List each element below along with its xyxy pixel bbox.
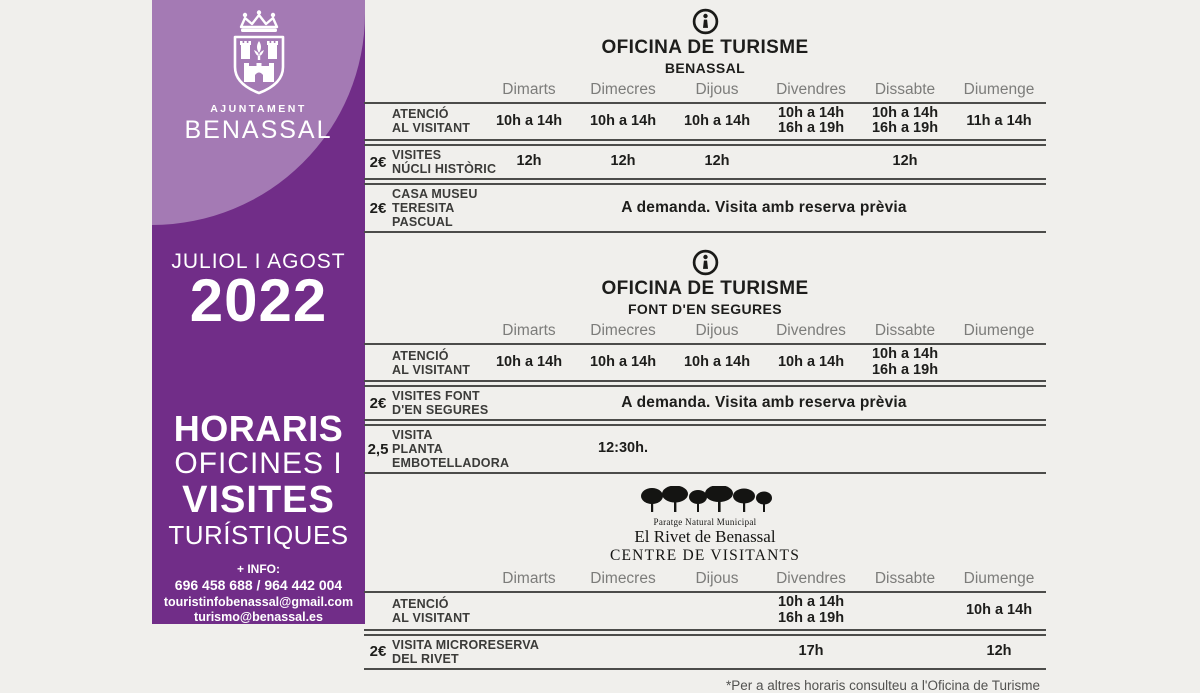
org-name-big: BENASSAL <box>184 116 333 144</box>
benassal-crest-icon <box>228 10 290 101</box>
schedule-cell: 10h a 14h <box>495 353 563 370</box>
footnote: *Per a altres horaris consulteu a l'Oficina de Turisme <box>726 677 1040 693</box>
table-row-planta-embotelladora <box>364 424 1046 474</box>
info-phones: 696 458 688 / 964 442 004 <box>174 577 343 593</box>
section-header-benassal <box>364 0 1046 76</box>
row-price: 2€ <box>369 394 387 412</box>
table-row-atencio-font <box>364 343 1046 382</box>
row-label: VISITA PLANTA EMBOTELLADORA <box>392 428 510 471</box>
schedule-span-note: A demanda. Visita amb reserva prèvia <box>621 198 907 216</box>
table-row-nucli-historic <box>364 144 1046 180</box>
day-label: Dissabte <box>874 570 936 588</box>
day-label: Dissabte <box>874 80 936 98</box>
sidebar <box>152 0 365 624</box>
day-label: Dimarts <box>502 80 556 98</box>
day-label: Dijous <box>695 80 739 98</box>
schedule-cell: 12h <box>892 153 918 170</box>
schedule-span-note: A demanda. Visita amb reserva prèvia <box>621 393 907 411</box>
schedule-cell: 17h <box>798 642 824 659</box>
schedule-cell: 12h <box>610 153 636 170</box>
schedule-cell: 10h a 14h <box>965 602 1033 619</box>
schedule-cell: 10h a 14h <box>589 353 657 370</box>
day-label: Diumenge <box>963 570 1035 588</box>
row-label: CASA MUSEU TERESITA PASCUAL <box>392 187 478 230</box>
day-header-row <box>364 78 1046 102</box>
trees-icon <box>364 486 1046 519</box>
rivet-logo-name: El Rivet de Benassal <box>634 527 776 547</box>
table-row-casa-museu <box>364 183 1046 233</box>
poster-title-line1: HORARIS <box>173 408 344 449</box>
schedule-cell: 10h a 14h <box>589 112 657 129</box>
section-subtitle: BENASSAL <box>664 59 746 76</box>
contact-info <box>152 562 365 626</box>
day-label: Dimecres <box>590 80 656 98</box>
period-year: 2022 <box>189 267 328 334</box>
day-header-row <box>364 319 1046 343</box>
sidebar-logo-panel <box>152 0 365 225</box>
schedule-cell: 12h <box>704 153 730 170</box>
info-label: + INFO: <box>236 562 280 576</box>
schedule-cell: 10h a 14h 16h a 19h <box>871 104 939 137</box>
poster-title-line2: OFICINES I <box>174 447 343 480</box>
info-email-1: touristinfobenassal@gmail.com <box>163 594 354 609</box>
row-label: VISITA MICRORESERVA DEL RIVET <box>392 637 540 666</box>
rivet-logo-caps: CENTRE DE VISITANTS <box>609 547 801 565</box>
day-label: Dissabte <box>874 321 936 339</box>
row-price: 2€ <box>369 199 387 217</box>
schedule-cell: 10h a 14h <box>777 353 845 370</box>
rivet-logo-small-text: Paratge Natural Municipal <box>653 517 757 528</box>
info-circle-icon <box>364 8 1046 36</box>
day-label: Dimecres <box>590 570 656 588</box>
section-subtitle: FONT D'EN SEGURES <box>627 300 783 317</box>
row-label: ATENCIÓ AL VISITANT <box>392 596 471 625</box>
schedule-cell: 11h a 14h <box>966 112 1032 129</box>
schedule-cell: 10h a 14h <box>683 353 751 370</box>
org-name-small: AJUNTAMENT <box>210 103 307 115</box>
poster-title-line4: TURÍSTIQUES <box>168 520 349 550</box>
day-header-row <box>364 567 1046 591</box>
schedules-panel <box>364 0 1046 693</box>
row-price: 2€ <box>369 643 387 661</box>
section-title: OFICINA DE TURISME <box>601 278 809 300</box>
schedule-cell: 10h a 14h <box>495 112 563 129</box>
row-price: 2€ <box>369 153 387 171</box>
schedule-cell: 12h <box>516 153 542 170</box>
day-label: Diumenge <box>963 80 1035 98</box>
table-row-microreserva <box>364 634 1046 670</box>
period-months: JULIOL I AGOST <box>171 250 346 273</box>
section-header-font-segures <box>364 249 1046 317</box>
day-label: Dijous <box>695 321 739 339</box>
schedule-cell: 10h a 14h 16h a 19h <box>777 594 845 626</box>
schedule-cell: 12h <box>986 642 1012 659</box>
section-header-rivet <box>364 486 1046 565</box>
period-block <box>152 250 365 334</box>
info-circle-icon <box>364 249 1046 277</box>
schedule-cell: 10h a 14h 16h a 19h <box>777 104 845 137</box>
day-label: Divendres <box>776 570 846 588</box>
table-row-atencio-rivet <box>364 591 1046 630</box>
poster-title-line3: VISITES <box>182 479 335 521</box>
day-label: Dimarts <box>502 570 556 588</box>
poster-title <box>152 408 365 550</box>
table-row-atencio-benassal <box>364 102 1046 141</box>
row-price: 2,5 <box>367 440 389 458</box>
schedule-cell: 10h a 14h 16h a 19h <box>871 345 939 378</box>
row-label: VISITES FONT D'EN SEGURES <box>392 389 489 418</box>
section-title: OFICINA DE TURISME <box>601 37 809 58</box>
info-email-2: turismo@benassal.es <box>194 610 323 625</box>
day-label: Dimecres <box>590 321 656 339</box>
schedule-cell: 10h a 14h <box>683 112 751 129</box>
table-row-visites-font <box>364 385 1046 421</box>
row-label: VISITES NÚCLI HISTÒRIC <box>392 148 497 177</box>
row-label: ATENCIÓ AL VISITANT <box>392 107 471 136</box>
day-label: Divendres <box>776 80 846 98</box>
day-label: Dimarts <box>502 321 556 339</box>
day-label: Dijous <box>695 570 739 588</box>
schedule-cell: 12:30h. <box>598 440 648 457</box>
day-label: Divendres <box>776 321 846 339</box>
day-label: Diumenge <box>963 321 1035 339</box>
row-label: ATENCIÓ AL VISITANT <box>392 348 471 377</box>
